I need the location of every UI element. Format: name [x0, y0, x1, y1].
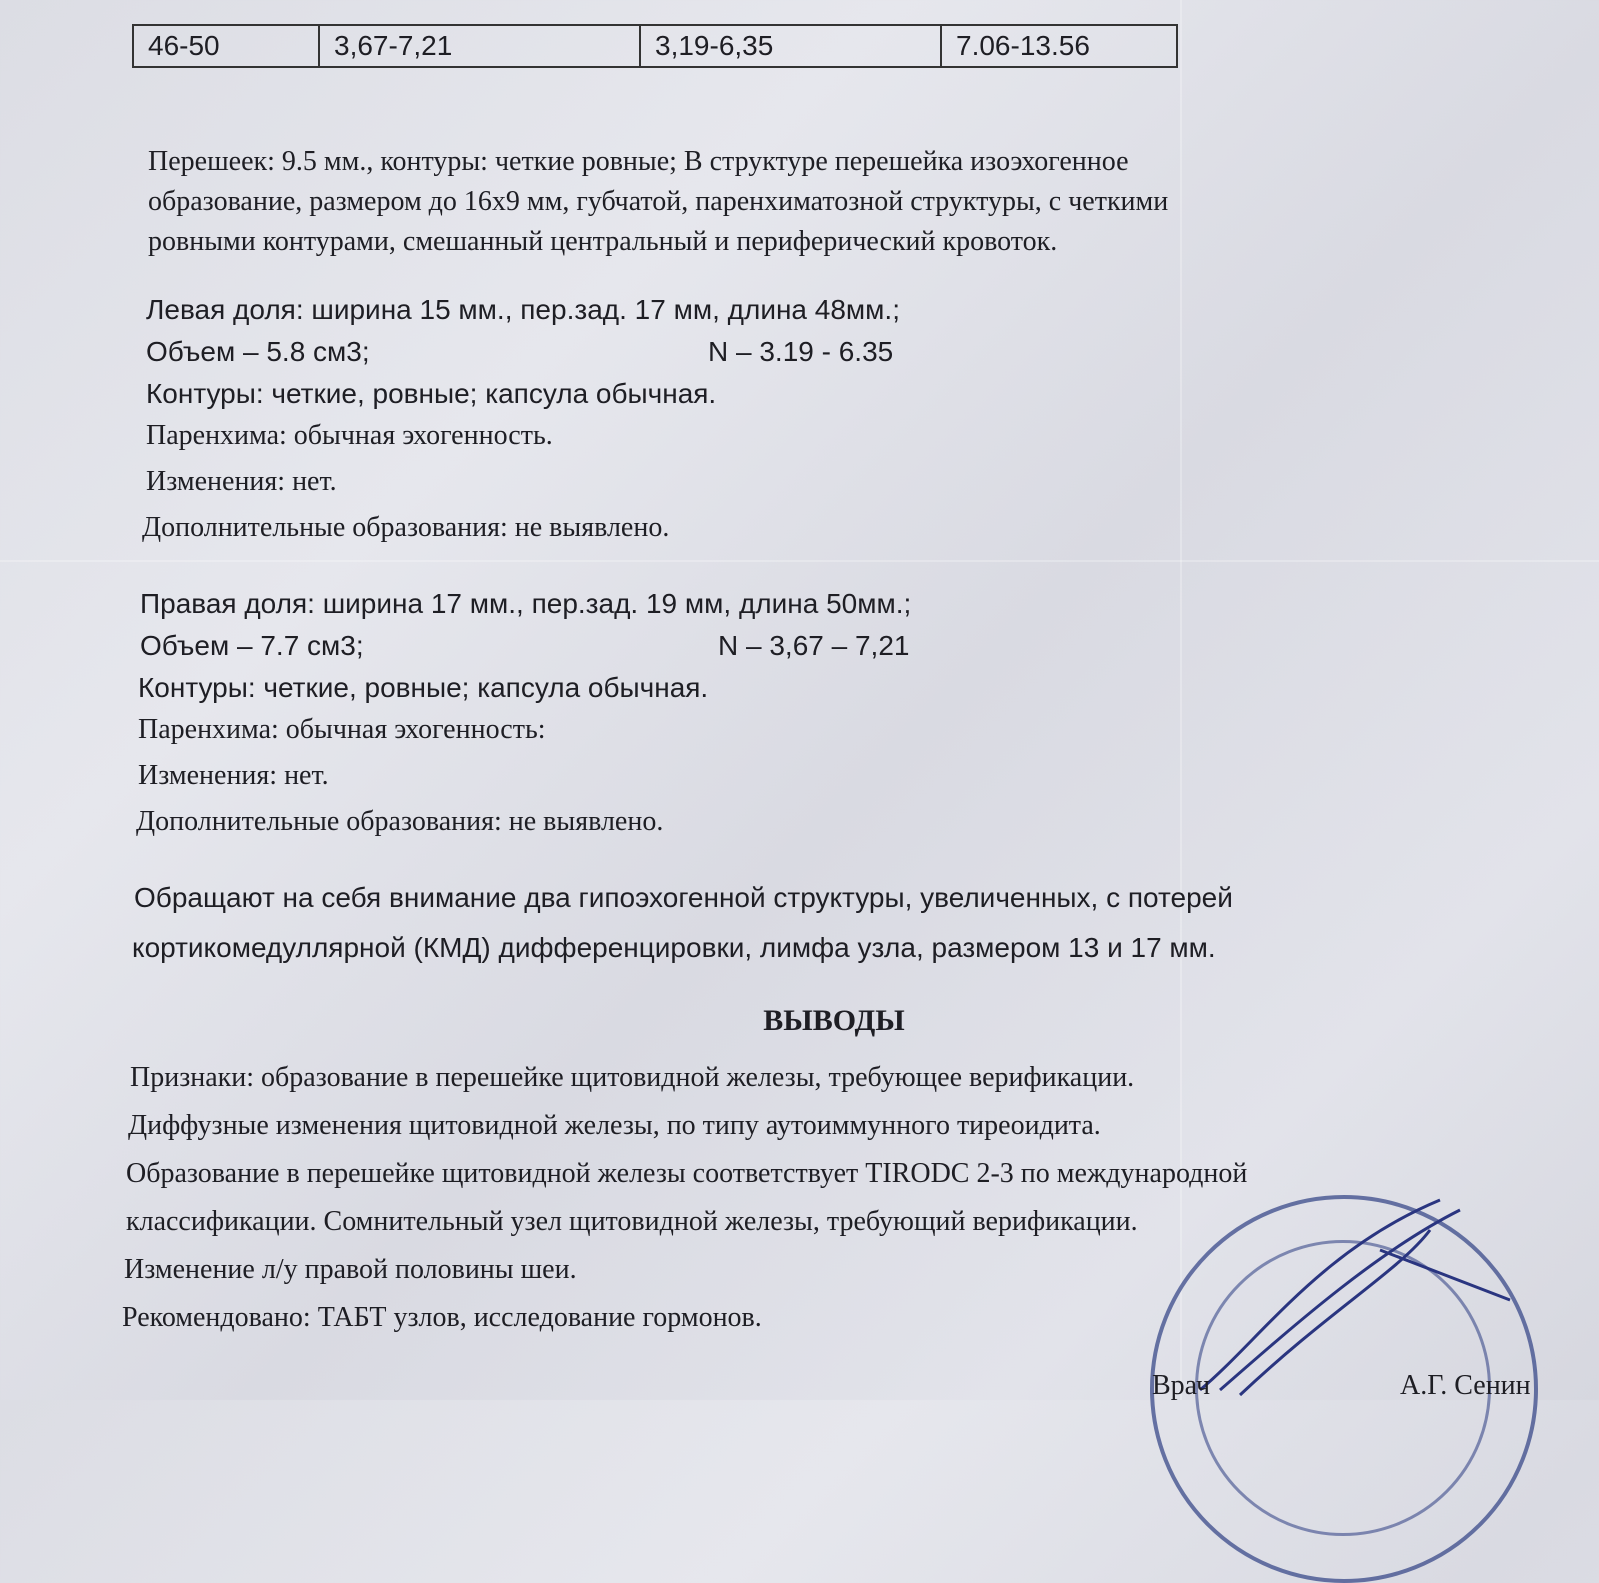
lymph-line: кортикомедуллярной (КМД) дифференцировки, лимфа узла, размером 13 и 17 мм. — [132, 932, 1216, 963]
conclusion-line: классификации. Сомнительный узел щитовидной железы, требующий верификации. — [126, 1206, 1138, 1237]
left-lobe-size: Левая доля: ширина 15 мм., пер.зад. 17 мм, длина 48мм.; — [146, 294, 900, 325]
norms-table — [132, 24, 1178, 68]
right-lobe-volume: Объем – 7.7 см3; — [140, 630, 364, 661]
table-row — [133, 25, 1177, 67]
left-lobe-contours: Контуры: четкие, ровные; капсула обычная. — [146, 378, 717, 409]
table-cell-age: 46-50 — [133, 25, 319, 67]
signature-name: А.Г. Сенин — [1400, 1370, 1531, 1401]
left-lobe-parenchyma: Паренхима: обычная эхогенность. — [146, 420, 553, 451]
table-cell-total-norm: 7.06-13.56 — [941, 25, 1177, 67]
lymph-line: Обращают на себя внимание два гипоэхогенной структуры, увеличенных, с потерей — [134, 882, 1233, 913]
table-cell-right-norm: 3,67-7,21 — [319, 25, 640, 67]
conclusion-line: Рекомендовано: ТАБТ узлов, исследование гормонов. — [122, 1302, 762, 1333]
left-lobe-changes: Изменения: нет. — [146, 466, 337, 497]
conclusion-line: Признаки: образование в перешейке щитовидной железы, требующее верификации. — [130, 1062, 1135, 1093]
signature-label: Врач — [1152, 1370, 1211, 1401]
left-lobe-volume: Объем – 5.8 см3; — [146, 336, 370, 367]
signature-scribble — [1180, 1190, 1560, 1400]
right-lobe-size: Правая доля: ширина 17 мм., пер.зад. 19 мм, длина 50мм.; — [140, 588, 912, 619]
right-lobe-contours: Контуры: четкие, ровные; капсула обычная. — [138, 672, 709, 703]
right-lobe-norm: N – 3,67 – 7,21 — [718, 630, 910, 661]
left-lobe-norm: N – 3.19 - 6.35 — [708, 336, 894, 367]
conclusions-title: ВЫВОДЫ — [763, 1004, 905, 1037]
paper-fold — [0, 560, 1599, 562]
right-lobe-extra: Дополнительные образования: не выявлено. — [136, 806, 664, 837]
right-lobe-changes: Изменения: нет. — [138, 760, 329, 791]
isthmus-line: Перешеек: 9.5 мм., контуры: четкие ровные; В структуре перешейка изоэхогенное — [148, 146, 1129, 177]
conclusion-line: Образование в перешейке щитовидной железы соответствует TIRODC 2-3 по международной — [126, 1158, 1248, 1189]
isthmus-line: ровными контурами, смешанный центральный и периферический кровоток. — [148, 226, 1058, 257]
conclusion-line: Изменение л/у правой половины шеи. — [124, 1254, 577, 1285]
isthmus-line: образование, размером до 16х9 мм, губчатой, паренхиматозной структуры, с четкими — [148, 186, 1169, 217]
conclusion-line: Диффузные изменения щитовидной железы, по типу аутоиммунного тиреоидита. — [128, 1110, 1101, 1141]
table-cell-left-norm: 3,19-6,35 — [640, 25, 941, 67]
left-lobe-extra: Дополнительные образования: не выявлено. — [142, 512, 670, 543]
right-lobe-parenchyma: Паренхима: обычная эхогенность: — [138, 714, 546, 745]
